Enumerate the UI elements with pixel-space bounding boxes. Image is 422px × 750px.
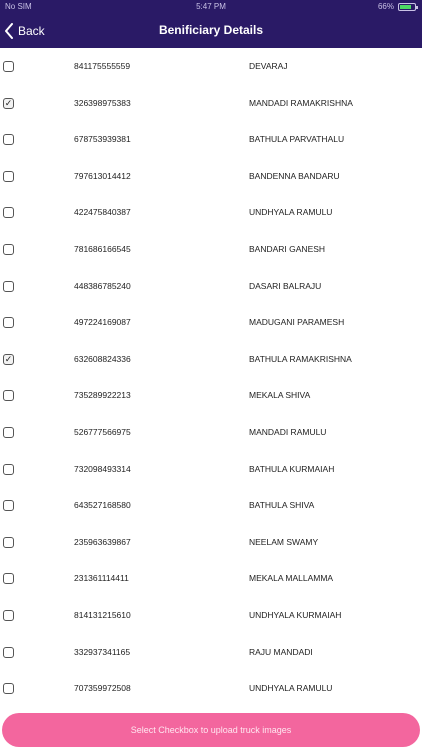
beneficiary-name: BATHULA KURMAIAH bbox=[249, 463, 335, 474]
row-checkbox[interactable] bbox=[3, 207, 14, 218]
table-row bbox=[0, 231, 422, 268]
table-row bbox=[0, 48, 422, 85]
beneficiary-name: BATHULA RAMAKRISHNA bbox=[249, 353, 352, 364]
account-number: 326398975383 bbox=[74, 97, 131, 108]
table-row bbox=[0, 377, 422, 414]
account-number: 332937341165 bbox=[74, 646, 131, 657]
row-checkbox[interactable] bbox=[3, 610, 14, 621]
row-checkbox[interactable] bbox=[3, 500, 14, 511]
account-number: 231361114411 bbox=[74, 573, 129, 584]
account-number: 643527168580 bbox=[74, 500, 131, 511]
row-checkbox[interactable] bbox=[3, 683, 14, 694]
account-number: 735289922213 bbox=[74, 390, 131, 401]
row-checkbox[interactable] bbox=[3, 354, 14, 365]
beneficiary-name: MANDADI RAMAKRISHNA bbox=[249, 97, 353, 108]
account-number: 707359972508 bbox=[74, 683, 131, 694]
account-number: 235963639867 bbox=[74, 536, 131, 547]
row-checkbox[interactable] bbox=[3, 537, 14, 548]
table-row bbox=[0, 414, 422, 451]
account-number: 814131215610 bbox=[74, 609, 131, 620]
beneficiary-name: BANDARI GANESH bbox=[249, 243, 326, 254]
table-row bbox=[0, 85, 422, 122]
row-checkbox[interactable] bbox=[3, 317, 14, 328]
table-row bbox=[0, 634, 422, 671]
account-number: 497224169087 bbox=[74, 317, 131, 328]
table-row bbox=[0, 560, 422, 597]
account-number: 797613014412 bbox=[74, 170, 131, 181]
table-row bbox=[0, 121, 422, 158]
table-row bbox=[0, 341, 422, 378]
row-checkbox[interactable] bbox=[3, 573, 14, 584]
table-row bbox=[0, 487, 422, 524]
row-checkbox[interactable] bbox=[3, 464, 14, 475]
beneficiary-name: BATHULA PARVATHALU bbox=[249, 134, 345, 145]
beneficiary-list bbox=[0, 48, 422, 707]
row-checkbox[interactable] bbox=[3, 281, 14, 292]
beneficiary-name: MEKALA SHIVA bbox=[249, 390, 311, 401]
beneficiary-name: RAJU MANDADI bbox=[249, 646, 313, 657]
table-row bbox=[0, 451, 422, 488]
account-number: 732098493314 bbox=[74, 463, 131, 474]
row-checkbox[interactable] bbox=[3, 390, 14, 401]
table-row bbox=[0, 670, 422, 707]
row-checkbox[interactable] bbox=[3, 647, 14, 658]
beneficiary-name: DEVARAJ bbox=[249, 61, 288, 71]
account-number: 422475840387 bbox=[74, 207, 131, 218]
clock: 5:47 PM bbox=[196, 2, 226, 11]
beneficiary-name: DASARI BALRAJU bbox=[249, 280, 322, 291]
beneficiary-name: BATHULA SHIVA bbox=[249, 500, 315, 511]
table-row bbox=[0, 524, 422, 561]
beneficiary-name: MANDADI RAMULU bbox=[249, 426, 327, 437]
row-checkbox[interactable] bbox=[3, 134, 14, 145]
account-number: 781686166545 bbox=[74, 243, 131, 254]
carrier-label: No SIM bbox=[5, 2, 32, 11]
row-checkbox[interactable] bbox=[3, 98, 14, 109]
account-number: 448386785240 bbox=[74, 280, 131, 291]
table-row bbox=[0, 597, 422, 634]
table-row bbox=[0, 158, 422, 195]
beneficiary-name: BANDENNA BANDARU bbox=[249, 170, 340, 181]
account-number: 841175555559 bbox=[74, 61, 131, 71]
account-number: 526777566975 bbox=[74, 426, 131, 437]
status-bar bbox=[0, 0, 422, 14]
row-checkbox[interactable] bbox=[3, 244, 14, 255]
table-row bbox=[0, 194, 422, 231]
beneficiary-name: MEKALA MALLAMMA bbox=[249, 573, 334, 584]
table-row bbox=[0, 268, 422, 305]
battery-icon bbox=[398, 3, 416, 11]
beneficiary-name: NEELAM SWAMY bbox=[249, 536, 319, 547]
page-title: Benificiary Details bbox=[158, 23, 264, 37]
row-checkbox[interactable] bbox=[3, 171, 14, 182]
row-checkbox[interactable] bbox=[3, 427, 14, 438]
back-label: Back bbox=[18, 24, 45, 38]
row-checkbox[interactable] bbox=[3, 61, 14, 72]
account-number: 678753939381 bbox=[74, 134, 131, 145]
beneficiary-name: UNDHYALA RAMULU bbox=[249, 683, 333, 694]
table-row bbox=[0, 304, 422, 341]
account-number: 632608824336 bbox=[74, 353, 131, 364]
upload-truck-images-button[interactable]: Select Checkbox to upload truck images bbox=[2, 713, 420, 747]
beneficiary-name: UNDHYALA RAMULU bbox=[249, 207, 333, 218]
battery-percent: 66% bbox=[377, 2, 394, 11]
beneficiary-name: UNDHYALA KURMAIAH bbox=[249, 609, 342, 620]
checkmark-icon: ✓ bbox=[4, 97, 13, 108]
checkmark-icon: ✓ bbox=[4, 353, 13, 364]
nav-bar bbox=[0, 14, 422, 48]
beneficiary-name: MADUGANI PARAMESH bbox=[249, 317, 345, 328]
